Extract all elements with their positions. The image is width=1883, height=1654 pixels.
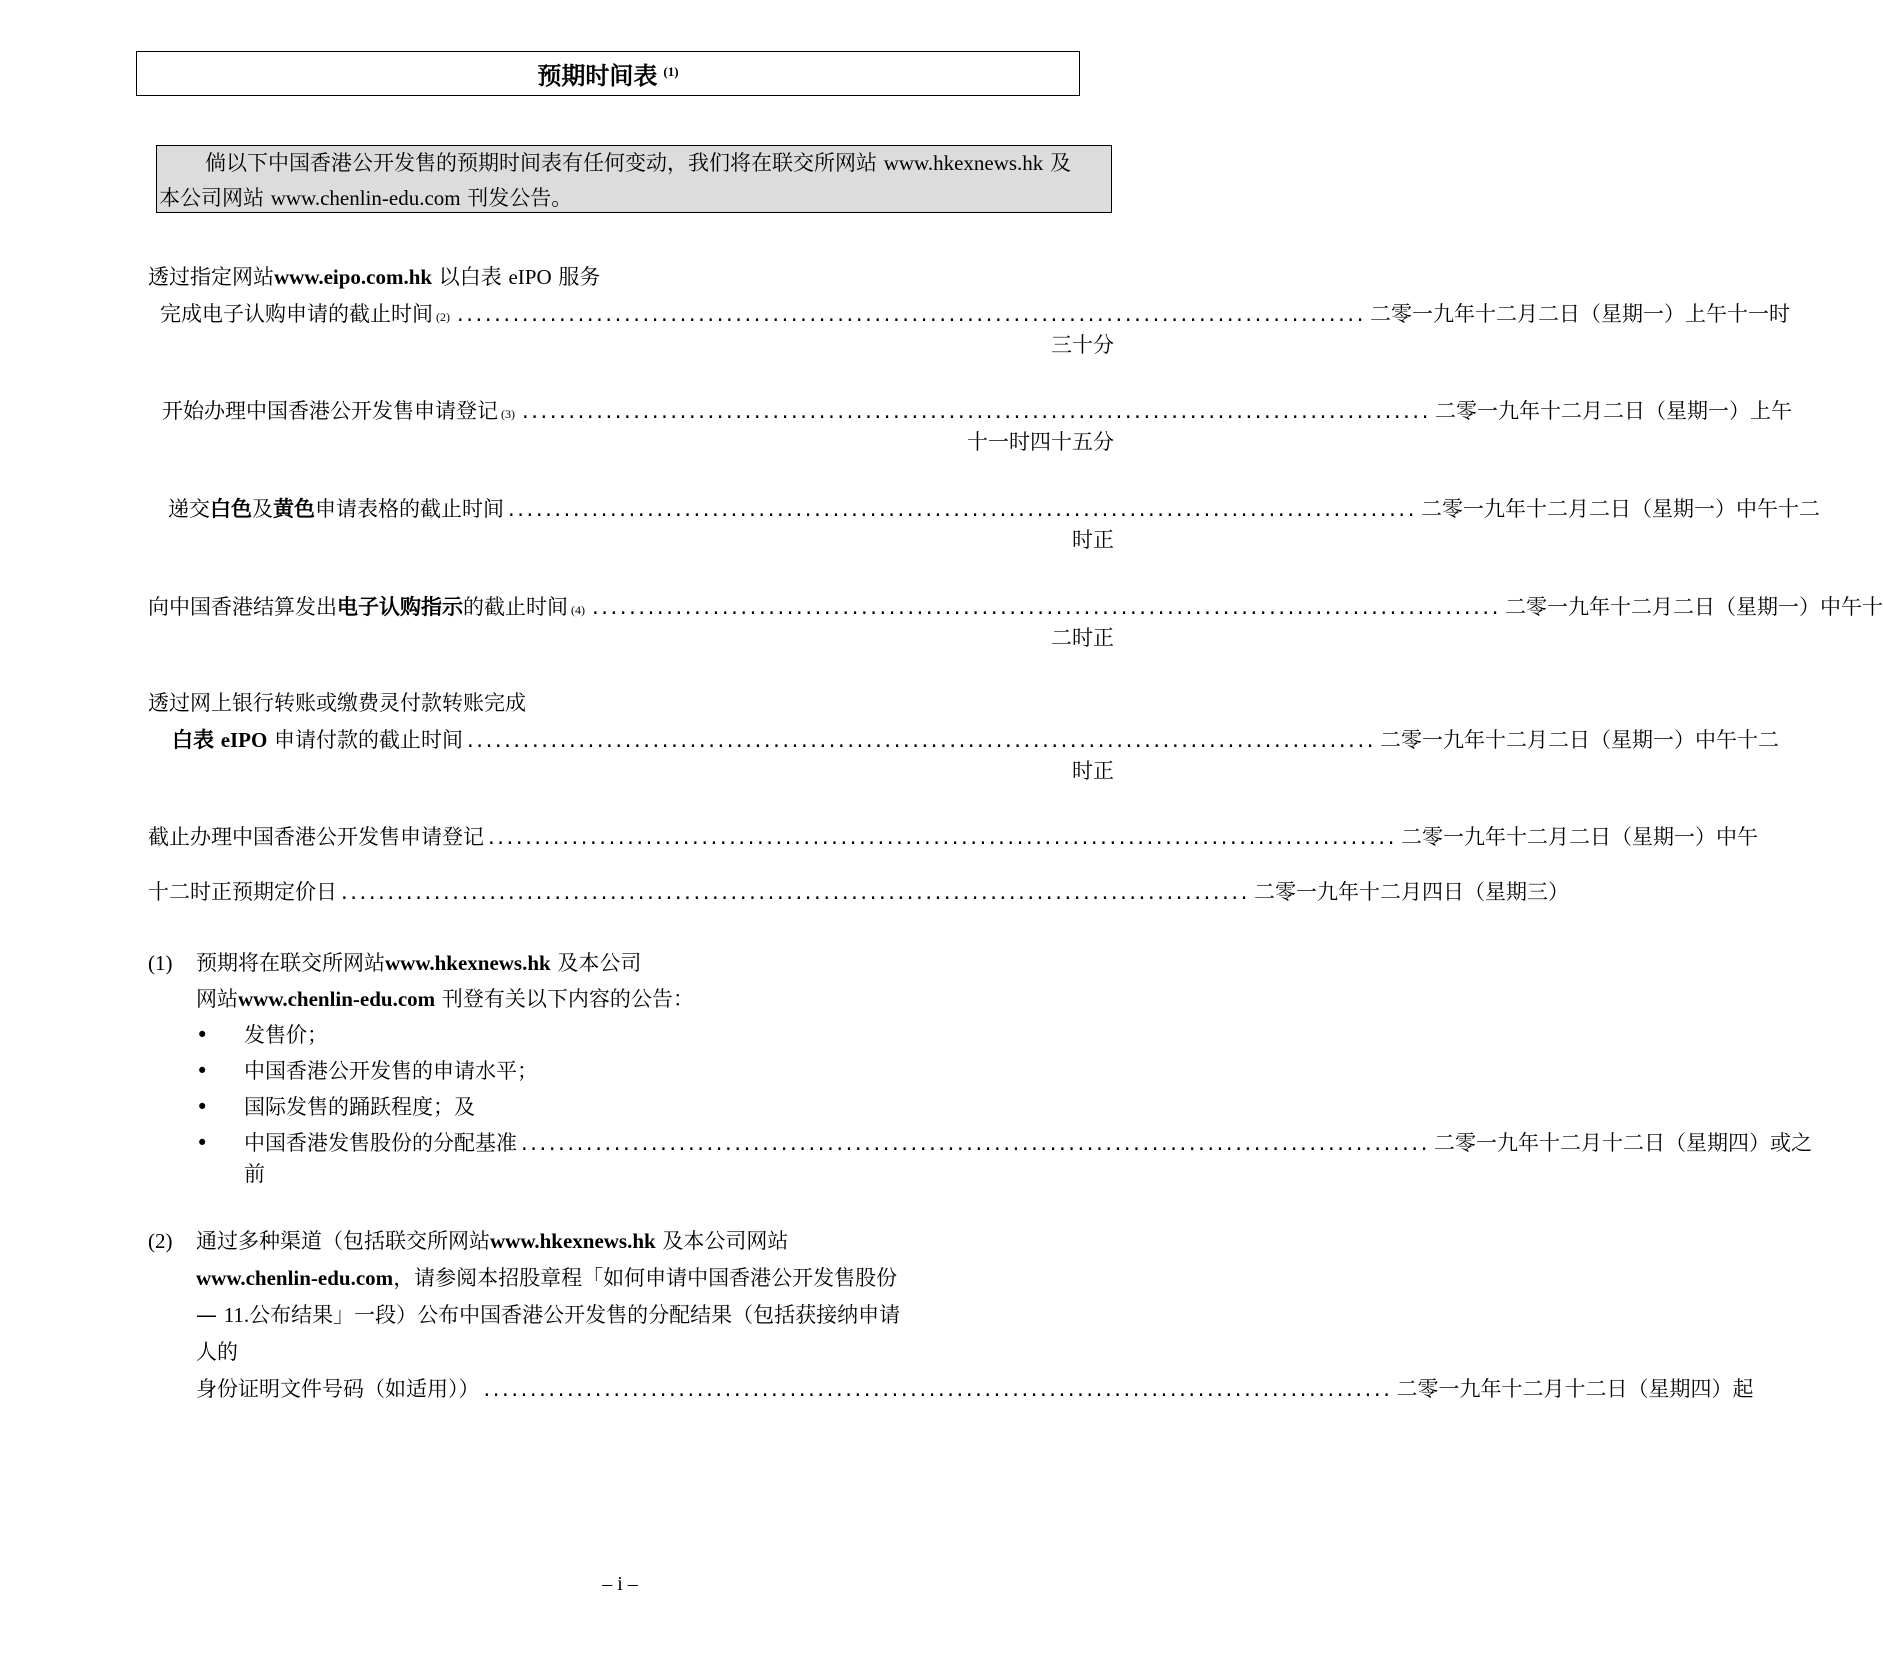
- schedule-row-electronic-instruction-cont: 二时正: [1051, 626, 1114, 650]
- schedule-row-registration-open: 开始办理中国香港公开发售申请登记 (3) .................................................................................................. 二零一九年十二月二日（星期一）上午: [162, 399, 1792, 423]
- schedule-row-price-determination: 十二时正预期定价日 .................................................................................................. 二零一九年十二月四日（星期三）: [148, 880, 1569, 904]
- note-2-line-4: 人的: [196, 1340, 238, 1364]
- note-1-bullet-3: 国际发售的踊跃程度；及: [244, 1095, 475, 1119]
- bullet-icon: •: [196, 1023, 209, 1047]
- schedule-row-electronic-instruction: 向中国香港结算发出电子认购指示的截止时间 (4) .................................................................................................. 二零一九年十二月二日（星期一）中午十: [148, 595, 1883, 619]
- bullet-icon: •: [196, 1059, 209, 1083]
- schedule-row-form-deadline-cont: 时正: [1072, 528, 1114, 552]
- schedule-header-payment: 透过网上银行转账或缴费灵付款转账完成: [148, 691, 526, 715]
- schedule-header-eipo: 透过指定网站www.eipo.com.hk 以白表 eIPO 服务: [148, 265, 601, 289]
- notice-box: [156, 145, 1112, 213]
- note-1-bullet-4-cont: 前: [244, 1162, 265, 1186]
- note-1-line-2: 网站www.chenlin-edu.com 刊登有关以下内容的公告：: [196, 987, 694, 1011]
- note-1-bullet-4: 中国香港发售股份的分配基准 .................................................................................................. 二零一九年十二月十二日（星期四）或之: [244, 1131, 1812, 1155]
- schedule-row-application-deadline-cont: 三十分: [1051, 333, 1114, 357]
- title-box: [136, 51, 1080, 96]
- schedule-row-registration-close: 截止办理中国香港公开发售申请登记 .................................................................................................. 二零一九年十二月二日（星期一）中午: [148, 825, 1758, 849]
- schedule-row-payment-deadline-cont: 时正: [1072, 759, 1114, 783]
- schedule-row-payment-deadline: 白表 eIPO 申请付款的截止时间 .................................................................................................. 二零一九年十二月二日（星期一）中午十二: [172, 728, 1780, 752]
- bullet-icon: •: [196, 1131, 209, 1155]
- note-2-line-3: — 11.公布结果」一段）公布中国香港公开发售的分配结果（包括获接纳申请: [196, 1303, 901, 1327]
- note-1-number: (1): [148, 951, 173, 975]
- bullet-icon: •: [196, 1095, 209, 1119]
- title-note-ref: (1): [663, 64, 679, 79]
- note-1-bullet-1: 发售价；: [244, 1023, 328, 1047]
- schedule-row-application-deadline: 完成电子认购申请的截止时间 (2) .................................................................................................. 二零一九年十二月二日（星期一）上午十一时: [160, 302, 1790, 326]
- notice-line-2: 本公司网站 www.chenlin-edu.com 刊发公告。: [159, 186, 573, 210]
- page-title: 预期时间表 $^{(1)}$: [537, 62, 679, 90]
- page-number: – i –: [602, 1573, 638, 1595]
- schedule-row-form-deadline: 递交白色及黄色申请表格的截止时间 .................................................................................................. 二零一九年十二月二日（星期一）中午十二: [168, 497, 1820, 521]
- note-2-line-5: 身份证明文件号码（如适用）） .................................................................................................. 二零一九年十二月十二日（星期四）起: [196, 1377, 1754, 1401]
- notice-line-1: 倘以下中国香港公开发售的预期时间表有任何变动，我们将在联交所网站 www.hkexnews.hk 及: [205, 151, 1071, 175]
- note-2-number: (2): [148, 1229, 173, 1253]
- note-2-line-1: 通过多种渠道（包括联交所网站www.hkexnews.hk 及本公司网站: [196, 1229, 789, 1253]
- schedule-row-registration-open-cont: 十一时四十五分: [967, 430, 1114, 454]
- note-1-line-1: 预期将在联交所网站www.hkexnews.hk 及本公司: [196, 951, 642, 975]
- note-2-line-2: www.chenlin-edu.com，请参阅本招股章程「如何申请中国香港公开发售股份: [196, 1266, 898, 1290]
- note-1-bullet-2: 中国香港公开发售的申请水平；: [244, 1059, 538, 1083]
